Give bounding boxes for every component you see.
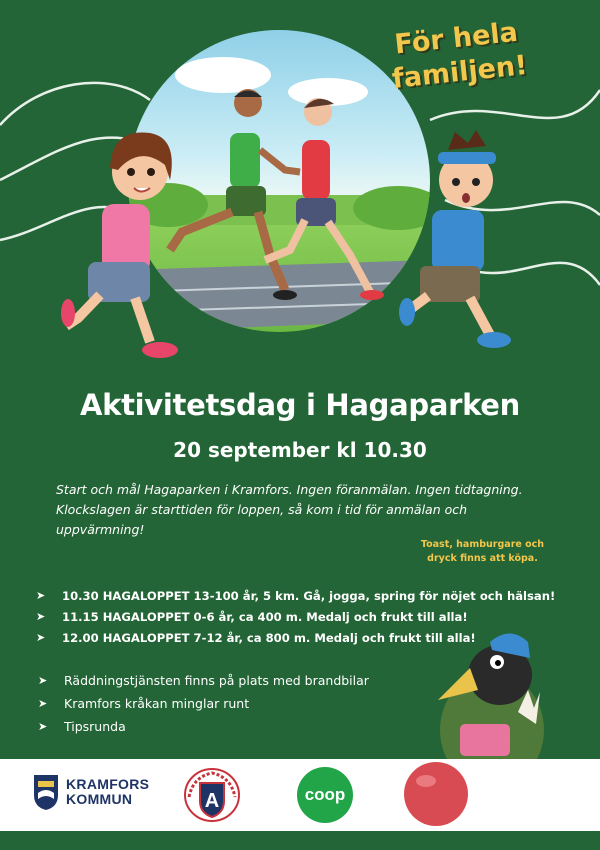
- arrow-icon: ➤: [36, 610, 46, 623]
- arrow-icon: ➤: [38, 720, 48, 733]
- arrow-icon: ➤: [38, 697, 48, 710]
- arrow-icon: ➤: [36, 589, 46, 602]
- food-note: Toast, hamburgare och dryck finns att köpa.: [420, 539, 545, 564]
- intro-text: Start och mål Hagaparken i Kramfors. Ingen föranmälan. Ingen tidtagning. Klockslagen är starttiden för loppen, så kom i tid för anmälan och uppvärmning!: [56, 482, 523, 537]
- kommun-name-line1: KRAMFORS: [66, 776, 150, 792]
- race-text: 11.15 HAGALOPPET 0-6 år, ca 400 m. Medalj och frukt till alla!: [62, 609, 468, 624]
- event-date: 20 september kl 10.30: [173, 438, 427, 462]
- race-text: 12.00 HAGALOPPET 7-12 år, ca 800 m. Medalj och frukt till alla!: [62, 630, 476, 645]
- coop-logo: coop: [297, 767, 353, 823]
- tagline: För hela familjen!: [390, 16, 529, 95]
- bottom-band: [0, 831, 600, 850]
- arrow-icon: ➤: [38, 674, 48, 687]
- race-text: 10.30 HAGALOPPET 13-100 år, 5 km. Gå, jogga, spring för nöjet och hälsan!: [62, 588, 556, 603]
- event-title: Aktivitetsdag i Hagaparken: [79, 388, 521, 422]
- badge-letter: A: [204, 790, 220, 812]
- extra-text: Tipsrunda: [64, 719, 126, 734]
- extra-text: Räddningstjänsten finns på plats med brandbilar: [64, 673, 369, 688]
- extra-text: Kramfors kråkan minglar runt: [64, 696, 250, 711]
- kommun-name-line2: KOMMUN: [66, 791, 133, 807]
- arrow-icon: ➤: [36, 631, 46, 644]
